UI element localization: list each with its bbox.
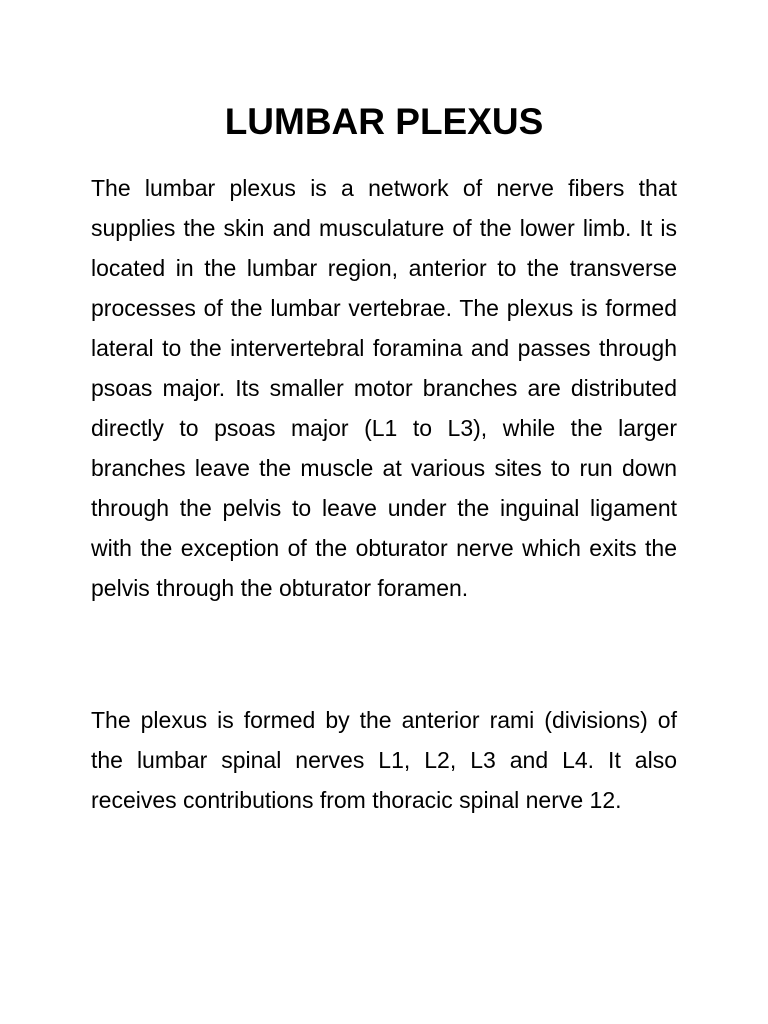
paragraph-intro: The lumbar plexus is a network of nerve fibers that supplies the skin and musculature of the lower limb. It is located in the lumbar region, anterior to the transverse processes of the lumbar vertebrae. The plexus is formed lateral to the intervertebral foramina and passes through psoas major. Its smaller motor branches are distributed directly to psoas major (L1 to L3), while the larger branches leave the muscle at various sites to run down through the pelvis to leave under the inguinal ligament with the exception of the obturator nerve which exits the pelvis through the obturator foramen.: [91, 175, 677, 601]
page-title: LUMBAR PLEXUS: [224, 101, 544, 142]
paragraph-formation: The plexus is formed by the anterior rami (divisions) of the lumbar spinal nerves L1, L2, L3 and L4. It also receives contributions from thoracic spinal nerve 12.: [91, 707, 677, 813]
